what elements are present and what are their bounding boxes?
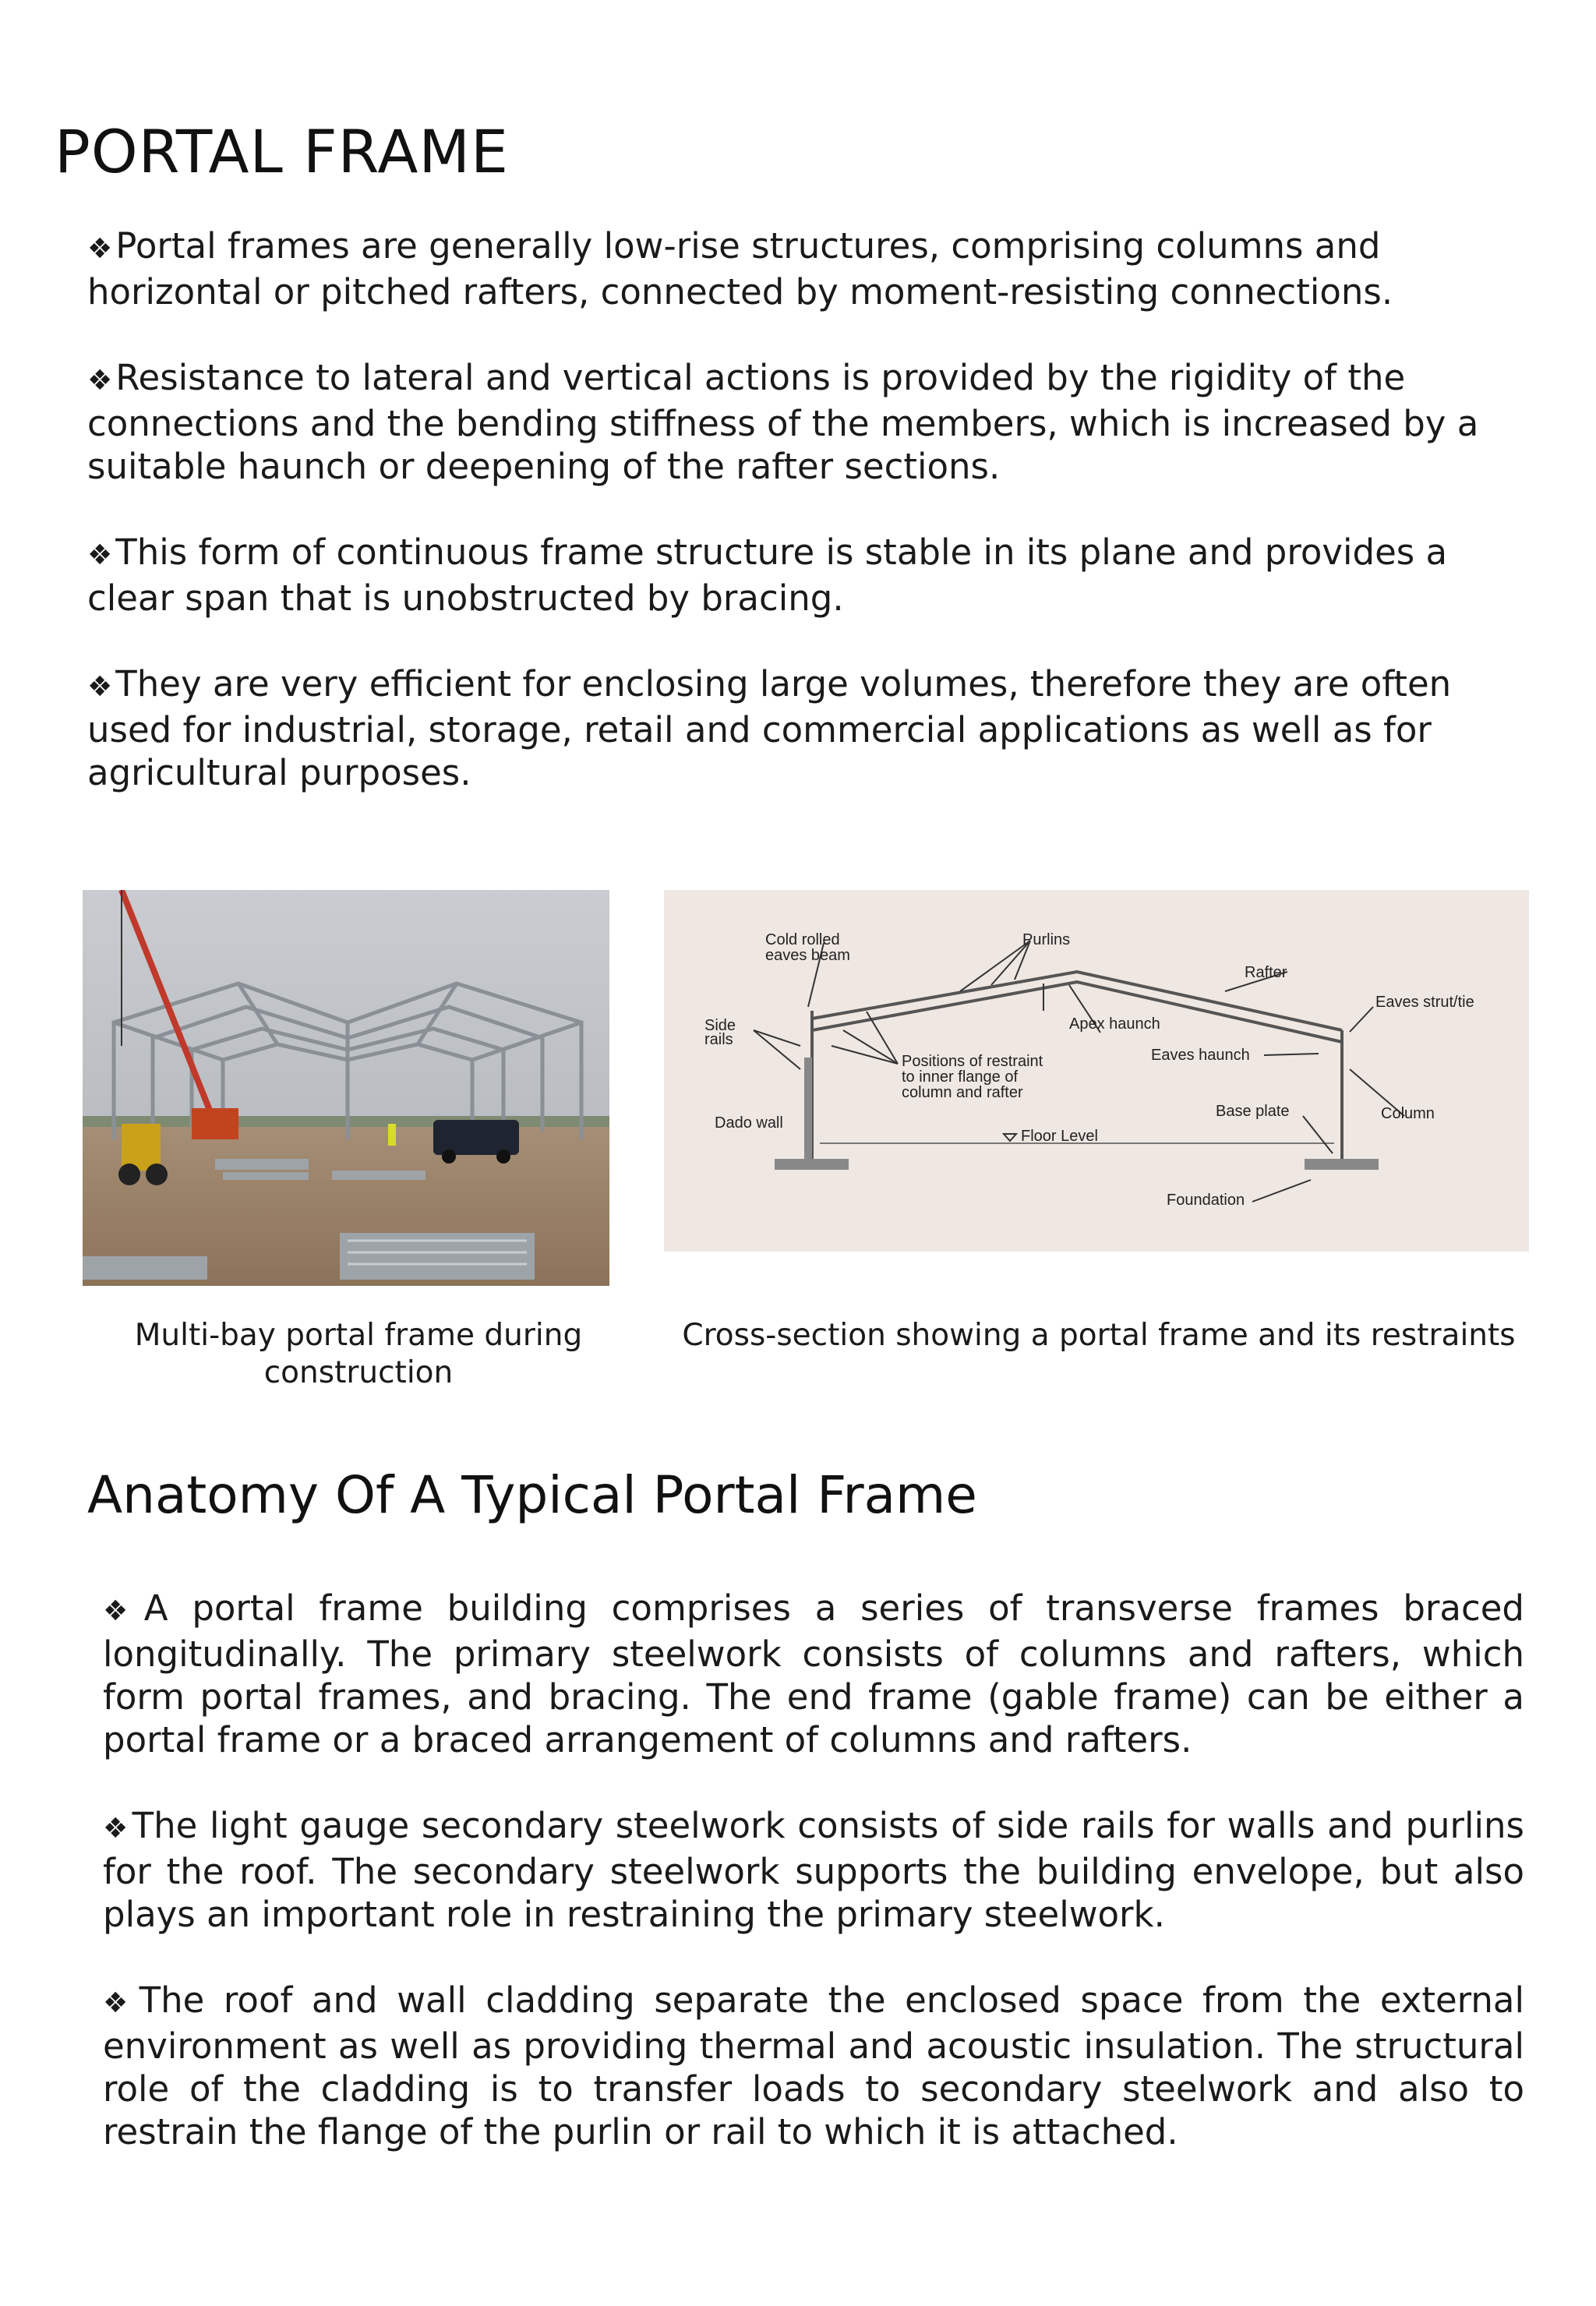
label-restraint-2: to inner flange of	[902, 1068, 1018, 1086]
label-column: Column	[1381, 1105, 1435, 1122]
bullet-icon: ❖	[103, 1595, 141, 1627]
label-restraint-1: Positions of restraint	[902, 1053, 1043, 1070]
anatomy-section	[103, 1587, 1524, 2196]
bullet-icon: ❖	[87, 233, 113, 265]
label-floor-level: Floor Level	[1021, 1128, 1098, 1145]
intro-bullet: ❖Portal frames are generally low-rise structures, comprising columns and horizontal or pitched rafters, connected by moment-resisting connections.	[87, 225, 1393, 313]
label-side: Side	[704, 1017, 736, 1034]
label-cold-rolled: Cold rolled	[765, 931, 840, 948]
bullet-icon: ❖	[103, 1813, 129, 1845]
bullet-icon: ❖	[87, 539, 113, 571]
label-rails: rails	[704, 1031, 733, 1048]
label-eaves-strut: Eaves strut/tie	[1375, 994, 1474, 1011]
label-base-plate: Base plate	[1216, 1103, 1290, 1120]
construction-photo	[83, 890, 609, 1286]
intro-bullet: ❖They are very efficient for enclosing large volumes, therefore they are often used for industrial, storage, retail and commercial applications as well as for agricultural purposes.	[87, 663, 1452, 793]
label-eaves-haunch: Eaves haunch	[1151, 1047, 1250, 1064]
label-purlins: Purlins	[1022, 931, 1071, 948]
intro-bullet: ❖This form of continuous frame structure is stable in its plane and provides a clear span that is unobstructed by bracing.	[87, 531, 1448, 619]
label-eaves-beam: eaves beam	[765, 947, 850, 964]
anatomy-bullet: ❖The roof and wall cladding separate the enclosed space from the external environment as well as providing thermal and acoustic insulation. The structural role of the cladding is to transfer loads to secondary steelwork and also to restrain the flange of the purlin or rail to which it is attached.	[103, 1979, 1524, 2152]
photo-caption: Multi-bay portal frame during construction	[134, 1318, 583, 1390]
label-restraint-3: column and rafter	[902, 1084, 1023, 1101]
page-title: PORTAL FRAME	[55, 117, 509, 186]
label-dado-wall: Dado wall	[715, 1114, 783, 1132]
bullet-icon: ❖	[87, 671, 113, 703]
intro-bullet: ❖Resistance to lateral and vertical actions is provided by the rigidity of the connections and the bending stiffness of the members, which is increased by a suitable haunch or deepening of the rafter sections.	[87, 357, 1479, 487]
label-rafter: Rafter	[1245, 964, 1287, 981]
diagram-caption: Cross-section showing a portal frame and its restraints	[682, 1318, 1516, 1353]
anatomy-bullet: ❖The light gauge secondary steelwork consists of side rails for walls and purlins for the roof. The secondary steelwork supports the building envelope, but also plays an important role in restraining the primary steelwork.	[103, 1805, 1525, 1935]
intro-section	[87, 224, 1521, 837]
label-apex-haunch: Apex haunch	[1069, 1015, 1160, 1033]
anatomy-heading: Anatomy Of A Typical Portal Frame	[87, 1465, 977, 1525]
bullet-icon: ❖	[103, 1987, 136, 2019]
label-foundation: Foundation	[1167, 1192, 1245, 1209]
anatomy-bullet: ❖A portal frame building comprises a series of transverse frames braced longitudinally. The primary steelwork consists of columns and rafters, which form portal frames, and bracing. The end frame (gable frame) can be either a portal frame or a braced arrangement of columns and rafters.	[103, 1587, 1524, 1760]
portal-frame-diagram	[664, 890, 1529, 1252]
bullet-icon: ❖	[87, 365, 113, 397]
